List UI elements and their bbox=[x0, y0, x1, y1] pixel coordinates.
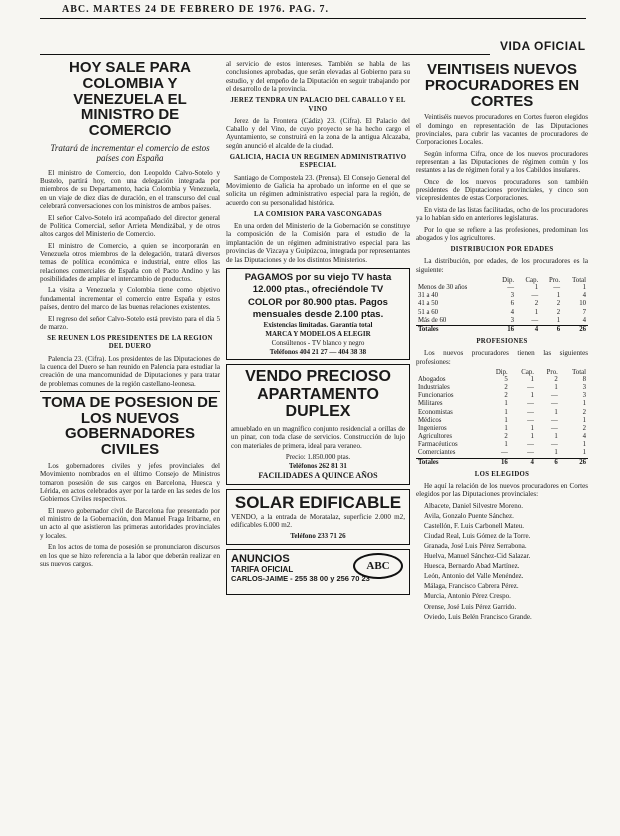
table-cell: 2 bbox=[582, 424, 586, 432]
page-header bbox=[44, 2, 584, 16]
table-cell: 1 bbox=[534, 284, 539, 292]
table-cell: 26 bbox=[560, 458, 588, 467]
divider bbox=[40, 391, 220, 392]
ad-apartment-price: Precio: 1.850.000 ptas. bbox=[285, 453, 351, 462]
ad-solar-title: SOLAR EDIFICABLE bbox=[234, 492, 402, 512]
ad-anuncios bbox=[226, 549, 410, 595]
article-paragraph: Once de los nuevos procuradores son también presidentes de Diputaciones provinciales, y cinco son vicepresidentes de estas Corporaciones. bbox=[416, 177, 588, 203]
article-paragraph: El nuevo gobernador civil de Barcelona fue presentado por el ministro de la Gobernación, don Manuel Fraga Iribarne, en un acto al que asistieron las primeras autoridades provinciales y locales. bbox=[40, 506, 220, 540]
table-cell: 2 bbox=[504, 392, 508, 400]
table-cell: 1 bbox=[530, 424, 534, 432]
table-row bbox=[416, 384, 588, 392]
list-item: Albacete, Daniel Silvestre Moreno. bbox=[424, 501, 523, 510]
table-cell: 1 bbox=[504, 408, 508, 416]
table-cell: 6 bbox=[510, 300, 515, 308]
table-row bbox=[416, 409, 588, 417]
article-paragraph: El ministro de Comercio, a quien se incorporarán en Venezuela otros miembros de la delegación, tratará diversos temas de política económica e industrial, entre ellos las relaciones comerciales de España con el Pacto Andino y las posibilidades de ampliar el intercambio de productos. bbox=[40, 241, 220, 284]
table-cell: 1 bbox=[556, 292, 561, 300]
table-cell: — bbox=[527, 449, 534, 457]
table-cell: — bbox=[551, 400, 558, 408]
ad-anuncios-line: ANUNCIOS bbox=[231, 553, 290, 566]
article-paragraph: El regreso del señor Calvo-Sotelo está previsto para el día 5 de marzo. bbox=[40, 314, 220, 331]
table-cell: Economistas bbox=[418, 408, 453, 416]
ad-tv-line: mensuales desde 2.100 ptas. bbox=[252, 308, 384, 320]
table-cell: 41 a 50 bbox=[418, 300, 439, 308]
table-cell: — bbox=[527, 408, 534, 416]
article-paragraph: Según informa Cifra, once de los nuevos procuradores representan a las Diputaciones de régimen común y los restantes a las de régimen foral y a los Cabildos insulares. bbox=[416, 149, 588, 175]
table-cell: Totales bbox=[416, 458, 485, 467]
article-paragraph: El señor Calvo-Sotelo irá acompañado del director general de Política Comercial, señor Arrieta Mendizábal, y de otros altos cargos del Ministerio de Comercio. bbox=[40, 213, 220, 239]
kicker-vascongadas: LA COMISION PARA VASCONGADAS bbox=[254, 210, 382, 218]
table-cell: 10 bbox=[579, 300, 586, 308]
table-cell: 1 bbox=[582, 416, 586, 424]
list-item: Oviedo, Luis Belén Francisco Grande. bbox=[424, 612, 532, 621]
ad-tv-phone: Teléfonos 404 21 27 — 404 38 38 bbox=[269, 347, 367, 356]
list-item: Huesca, Bernardo Abad Martínez. bbox=[424, 562, 520, 571]
article-paragraph: Los gobernadores civiles y jefes provinciales del Movimiento nombrados en el último Consejo de Ministros tomaron posesión de sus cargos en Barcelona, Huesca y Lérida, en actos celebrados ayer por la tarde en las sedes de los Gobiernos Civiles respectivos. bbox=[40, 461, 220, 504]
table-cell: 1 bbox=[554, 449, 558, 457]
ad-tv bbox=[226, 268, 410, 360]
article-paragraph: El ministro de Comercio, don Leopoldo Calvo-Sotelo y Bustelo, partirá hoy, con una delegación integrada por miembros de su Departamento, hacia Colombia y Venezuela, en un viaje de diez días de duración, en el transcurso del cual celebrará conversaciones con los ministros de ambos países. bbox=[40, 168, 220, 211]
column-right bbox=[416, 52, 588, 836]
table-cell: 1 bbox=[582, 441, 586, 449]
ad-tv-line: PAGAMOS por su viejo TV hasta bbox=[244, 271, 392, 283]
table-cell: 2 bbox=[554, 375, 558, 383]
ad-tv-line: COLOR por 80.900 ptas. Pagos bbox=[248, 296, 388, 308]
kicker-duero: SE REUNEN LOS PRESIDENTES DE LA REGION DEL DUERO bbox=[47, 335, 213, 351]
table-cell: — bbox=[551, 416, 558, 424]
table-row bbox=[416, 300, 588, 308]
table-cell: 3 bbox=[582, 384, 586, 392]
table-professions-title: PROFESIONES bbox=[476, 338, 528, 346]
table-cell: 16 bbox=[485, 458, 510, 467]
table-cell: 16 bbox=[493, 325, 516, 334]
table-cell: 1 bbox=[530, 392, 534, 400]
article-paragraph: En vista de las listas facilitadas, ocho de los procuradores ya lo habían sido en anteriores legislaturas. bbox=[416, 205, 588, 223]
table-cell: 2 bbox=[534, 300, 539, 308]
table-cell: 1 bbox=[504, 441, 508, 449]
table-cell: — bbox=[507, 284, 515, 292]
list-item: Murcia, Antonio Pérez Crespo. bbox=[424, 592, 511, 601]
table-cell: 1 bbox=[554, 433, 558, 441]
table-professions bbox=[416, 369, 588, 467]
table-cell: 2 bbox=[504, 384, 508, 392]
table-row bbox=[416, 309, 588, 317]
table-cell: — bbox=[500, 449, 508, 457]
table-cell: 1 bbox=[582, 400, 586, 408]
kicker-galicia: GALICIA, HACIA UN REGIMEN ADMINISTRATIVO ESPECIAL bbox=[229, 154, 407, 170]
table-cell: Abogados bbox=[418, 375, 446, 383]
table-cell: 4 bbox=[510, 458, 536, 467]
table-cell: Agricultores bbox=[418, 433, 452, 441]
list-item: Avila, Gonzalo Puente Sánchez. bbox=[424, 511, 514, 520]
table-header: Dip. bbox=[502, 277, 515, 285]
table-cell: — bbox=[531, 316, 539, 324]
table-cell: 1 bbox=[554, 384, 558, 392]
table-cell: 4 bbox=[582, 433, 586, 441]
ad-tv-line: Existencias limitadas. Garantía total bbox=[263, 321, 373, 330]
headline-colombia: HOY SALE PARA COLOMBIA Y VENEZUELA EL MINISTRO DE COMERCIO bbox=[69, 59, 191, 139]
list-item: Ciudad Real, Luis Gómez de la Torre. bbox=[424, 531, 531, 540]
table-header: Cap. bbox=[521, 368, 534, 376]
table-cell: 1 bbox=[504, 400, 508, 408]
ad-tv-line: MARCA Y MODELOS A ELEGIR bbox=[265, 330, 371, 339]
table-cell: 3 bbox=[510, 316, 515, 324]
ad-apartment bbox=[226, 364, 410, 484]
ad-anuncios-line: TARIFA OFICIAL bbox=[231, 565, 294, 575]
table-cell: — bbox=[551, 392, 558, 400]
table-cell: 1 bbox=[534, 308, 539, 316]
ad-solar-phone: Teléfono 233 71 26 bbox=[290, 532, 346, 541]
article-paragraph: En los actos de toma de posesión se pronunciaron discursos en los que se hizo referencia a la labor que deberán realizar en sus nuevos cargos. bbox=[40, 543, 220, 568]
list-item: Orense, José Luis Pérez Garrido. bbox=[424, 602, 517, 611]
names-list bbox=[416, 502, 588, 622]
table-cell: 8 bbox=[582, 375, 586, 383]
table-cell: 4 bbox=[510, 308, 515, 316]
table-cell: 3 bbox=[582, 392, 586, 400]
section-title: VIDA OFICIAL bbox=[500, 39, 586, 53]
table-cell: 2 bbox=[556, 308, 561, 316]
table-cell: Totales bbox=[416, 325, 493, 334]
table-row bbox=[416, 284, 588, 292]
ad-solar bbox=[226, 489, 410, 545]
table-cell: — bbox=[527, 416, 534, 424]
table-cell: — bbox=[527, 384, 534, 392]
table-header: Total bbox=[572, 368, 586, 376]
table-row bbox=[416, 317, 588, 326]
table-cell: — bbox=[553, 284, 561, 292]
table-header bbox=[416, 277, 493, 284]
table-cell: 3 bbox=[510, 292, 515, 300]
table-professions-intro: Los nuevos procuradores tienen las siguientes profesiones: bbox=[416, 349, 588, 366]
table-cell: 4 bbox=[582, 316, 586, 324]
headline-procuradores: VEINTISEIS NUEVOS PROCURADORES EN CORTES bbox=[424, 61, 580, 110]
table-cell: 31 a 40 bbox=[418, 292, 439, 300]
table-row bbox=[416, 292, 588, 300]
table-cell: 1 bbox=[530, 375, 534, 383]
table-ages bbox=[416, 277, 588, 334]
table-cell: 1 bbox=[556, 316, 561, 324]
table-header: Cap. bbox=[525, 277, 539, 285]
table-cell: 1 bbox=[504, 424, 508, 432]
table-header: Pro. bbox=[548, 277, 561, 285]
table-row bbox=[416, 458, 588, 467]
table-cell: 2 bbox=[504, 433, 508, 441]
table-cell: 6 bbox=[540, 325, 562, 334]
ad-solar-text: VENDO, a la entrada de Moratalaz, superficie 2.000 m2, edificables 6.000 m2. bbox=[231, 512, 405, 529]
article-paragraph: al servicio de estos intereses. También se habla de las conclusiones aprobadas, que serán elevadas al Gobierno para su estudio, y del empeño de la Diputación en seguir trabajando por el desarrollo de la provincia. bbox=[226, 60, 410, 94]
table-cell: Comerciantes bbox=[418, 449, 456, 457]
ad-apartment-text: amueblado en un magnífico conjunto residencial a orillas de un pinar, con toda clase de servicios. Construcción de lujo con materiales de primera, ideal para veraneo. bbox=[231, 425, 405, 450]
table-cell: — bbox=[551, 424, 558, 432]
table-cell: Médicos bbox=[418, 416, 442, 424]
subhead-colombia: Tratará de incrementar el comercio de estos países con España bbox=[50, 142, 210, 163]
table-ages-intro: La distribución, por edades, de los procuradores es la siguiente: bbox=[416, 257, 588, 274]
table-cell: 7 bbox=[582, 308, 586, 316]
column-middle bbox=[226, 60, 410, 836]
table-cell: Menos de 30 años bbox=[418, 284, 468, 292]
table-cell: 4 bbox=[582, 292, 586, 300]
table-cell: — bbox=[527, 441, 534, 449]
table-cell: 1 bbox=[582, 284, 586, 292]
article-paragraph: Jerez de la Frontera (Cádiz) 23. (Cifra). El Palacio del Caballo y del Vino, de cuyo proyecto se ha hecho cargo el Ayuntamiento, se construirá en la zona de la antigua Alcazaba, según anunció el alcalde de la ciudad. bbox=[226, 116, 410, 150]
column-left bbox=[40, 58, 220, 836]
table-cell: 51 a 60 bbox=[418, 308, 439, 316]
table-cell: 6 bbox=[536, 458, 560, 467]
list-item: Málaga, Francisco Cabrera Pérez. bbox=[424, 582, 519, 591]
ad-anuncios-line: CARLOS-JAIME - 255 38 00 y 256 70 23 bbox=[231, 574, 370, 584]
table-cell: Industriales bbox=[418, 384, 450, 392]
table-cell: — bbox=[531, 292, 539, 300]
table-row bbox=[416, 425, 588, 433]
table-cell: Farmacéuticos bbox=[418, 441, 458, 449]
table-cell: 5 bbox=[504, 375, 508, 383]
table-cell: Militares bbox=[418, 400, 443, 408]
list-item: Castellón, F. Luis Carbonell Mateu. bbox=[424, 521, 524, 530]
table-cell: — bbox=[551, 441, 558, 449]
kicker-jerez: JEREZ TENDRA UN PALACIO DEL CABALLO Y EL VINO bbox=[230, 97, 406, 113]
ad-apartment-terms: FACILIDADES A QUINCE AÑOS bbox=[258, 470, 378, 480]
table-cell: 26 bbox=[562, 325, 588, 334]
table-header: Total bbox=[572, 277, 586, 285]
table-cell: Funcionarios bbox=[418, 392, 454, 400]
table-cell: 2 bbox=[582, 408, 586, 416]
table-cell: Ingenieros bbox=[418, 424, 447, 432]
table-row bbox=[416, 417, 588, 425]
table-header: Pro. bbox=[546, 368, 558, 376]
article-paragraph: Veintiséis nuevos procuradores en Cortes fueron elegidos el domingo en representación de las Diputaciones provinciales, para cubrir las vacantes de procuradores de Corporaciones Locales. bbox=[416, 113, 588, 147]
table-cell: 1 bbox=[530, 433, 534, 441]
article-paragraph: He aquí la relación de los nuevos procuradores en Cortes elegidos por las Diputaciones provinciales: bbox=[416, 481, 588, 499]
article-paragraph: En una orden del Ministerio de la Gobernación se constituye la composición de la Comisión para el estudio de la implantación de un régimen administrativo especial para las provincias de Vizcaya y Guipúzcoa, integrada por representantes de las Diputaciones y de los distintos Ministerios. bbox=[226, 222, 410, 264]
table-row bbox=[416, 400, 588, 408]
table-row bbox=[416, 441, 588, 449]
table-cell: 4 bbox=[516, 325, 540, 334]
table-header: Dip. bbox=[495, 368, 508, 376]
ad-tv-line: Consúltenos - TV blanco y negro bbox=[271, 338, 365, 347]
table-cell: Más de 60 bbox=[418, 316, 447, 324]
table-cell: 2 bbox=[556, 300, 561, 308]
table-cell: 1 bbox=[504, 416, 508, 424]
table-row bbox=[416, 433, 588, 441]
ad-tv-line: 12.000 ptas., ofreciéndole TV bbox=[252, 284, 384, 296]
list-item: Granada, José Luis Pérez Serrabona. bbox=[424, 541, 527, 550]
table-cell: 1 bbox=[582, 449, 586, 457]
table-row bbox=[416, 376, 588, 384]
header-date: ABC. MARTES 24 DE FEBRERO DE 1976. PAG. 7. bbox=[62, 4, 330, 15]
abc-logo: ABC bbox=[353, 553, 403, 579]
list-item: Huelva, Manuel Sánchez-Cid Salazar. bbox=[424, 552, 531, 561]
ad-apartment-phone: Teléfonos 262 81 31 bbox=[289, 461, 347, 470]
table-cell: — bbox=[527, 400, 534, 408]
article-paragraph: La visita a Venezuela y Colombia tiene como objetivo fundamental incrementar el comercio entre España y estos países, dentro del marco de las buenas relaciones existentes. bbox=[40, 286, 220, 312]
table-header bbox=[416, 369, 485, 376]
table-ages-title: DISTRIBUCION POR EDADES bbox=[450, 246, 554, 254]
table-row bbox=[416, 392, 588, 400]
list-item: León, Antonio del Valle Menéndez. bbox=[424, 572, 524, 581]
header-rule bbox=[40, 18, 586, 19]
ad-apartment-title: VENDO PRECIOSO APARTAMENTO DUPLEX bbox=[245, 368, 391, 421]
article-paragraph: Santiago de Compostela 23. (Prensa). El Consejo General del Movimiento de Galicia ha aprobado un informe en el que se solicita un régimen administrativo especial para la región, de acuerdo con su personalidad histórica. bbox=[226, 173, 410, 207]
headline-gobernadores: TOMA DE POSESION DE LOS NUEVOS GOBERNADORES CIVILES bbox=[42, 393, 218, 459]
table-row bbox=[416, 449, 588, 458]
table-row bbox=[416, 325, 588, 334]
article-paragraph: Por lo que se refiere a las profesiones, predominan los abogados y los agricultores. bbox=[416, 225, 588, 242]
table-cell: 1 bbox=[554, 408, 558, 416]
article-paragraph: Palencia 23. (Cifra). Los presidentes de las Diputaciones de la cuenca del Duero se han reunido en Palencia para estudiar la creación de una mancomunidad de Diputaciones y para tratar de problemas comunes de la región castellano-leonesa. bbox=[40, 354, 220, 388]
kicker-elegidos: LOS ELEGIDOS bbox=[474, 470, 530, 478]
